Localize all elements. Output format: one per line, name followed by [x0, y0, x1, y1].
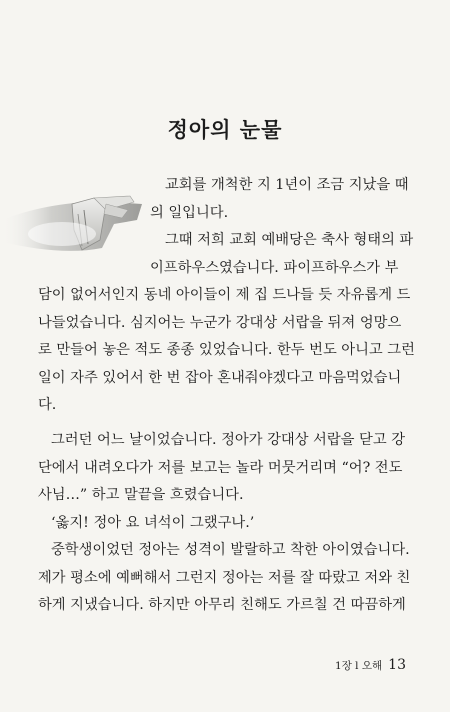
- text-line: 다.: [38, 397, 57, 413]
- paragraph-4: [51, 510, 254, 538]
- text-line: 의 일입니다.: [150, 204, 229, 221]
- text-line: 단에서 내려오다가 저를 보고는 놀라 머뭇거리며 “어? 전도: [38, 459, 403, 476]
- text-line: 하게 지냈습니다. 하지만 아무리 친해도 가르칠 건 따끔하게: [38, 597, 406, 613]
- text-line: 담이 없어서인지 동네 아이들이 제 집 드나들 듯 자유롭게 드: [38, 287, 411, 303]
- text-line: 이프하우스였습니다. 파이프하우스가 부: [150, 259, 399, 276]
- text-line: 그때 저희 교회 예배당은 축사 형태의 파: [165, 232, 414, 248]
- text-line: 중학생이었던 정아는 성격이 발랄하고 착한 아이였습니다.: [51, 542, 410, 558]
- illustration-hands-image: [2, 190, 152, 260]
- running-chapter-label: 1장 l 오해: [335, 660, 383, 672]
- text-line: 로 만들어 놓은 적도 종종 있었습니다. 한두 번도 아니고 그런: [38, 342, 415, 358]
- paragraph-1: [150, 172, 409, 227]
- page-footer: [335, 657, 406, 673]
- text-line: 일이 자주 있어서 한 번 잡아 혼내줘야겠다고 마음먹었습니: [38, 369, 402, 386]
- chapter-title: 정아의 눈물: [167, 118, 283, 142]
- paragraph-2: [38, 227, 415, 420]
- text-line: 교회를 개척한 지 1년이 조금 지났을 때: [165, 177, 409, 193]
- text-line: 나들었습니다. 심지어는 누군가 강대상 서랍을 뒤져 엉망으: [38, 314, 402, 331]
- paragraph-3: [38, 427, 405, 510]
- paragraph-5: [38, 537, 410, 620]
- page-number: 13: [388, 657, 406, 673]
- text-line: 그러던 어느 날이었습니다. 정아가 강대상 서랍을 닫고 강: [51, 432, 406, 448]
- text-line: 제가 평소에 예뻐해서 그런지 정아는 저를 잘 따랐고 저와 친: [38, 569, 411, 586]
- text-line: ‘옳지! 정아 요 녀석이 그랬구나.’: [51, 515, 255, 531]
- text-line: 사님…” 하고 말끝을 흐렸습니다.: [38, 487, 244, 503]
